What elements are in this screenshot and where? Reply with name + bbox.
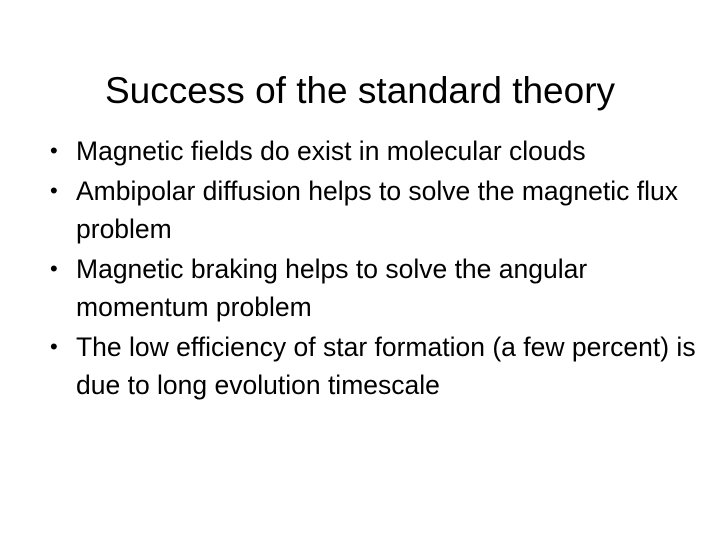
list-item-text: Magnetic braking helps to solve the angular momentum problem (76, 254, 588, 322)
list-item (36, 250, 696, 326)
list-item-text: The low efficiency of star formation (a few percent) is due to long evolution timescale (76, 332, 696, 400)
bullet-icon: • (50, 138, 58, 163)
bullet-list (36, 132, 696, 406)
list-item-text: Ambipolar diffusion helps to solve the magnetic flux problem (76, 176, 678, 244)
page-title: Success of the standard theory (104, 69, 616, 111)
bullet-icon: • (50, 256, 58, 281)
bullet-icon: • (50, 178, 58, 203)
list-item (36, 132, 696, 170)
list-item (36, 172, 696, 248)
list-item-text: Magnetic fields do exist in molecular clouds (76, 136, 586, 166)
list-item (36, 328, 696, 404)
bullet-icon: • (50, 334, 58, 359)
